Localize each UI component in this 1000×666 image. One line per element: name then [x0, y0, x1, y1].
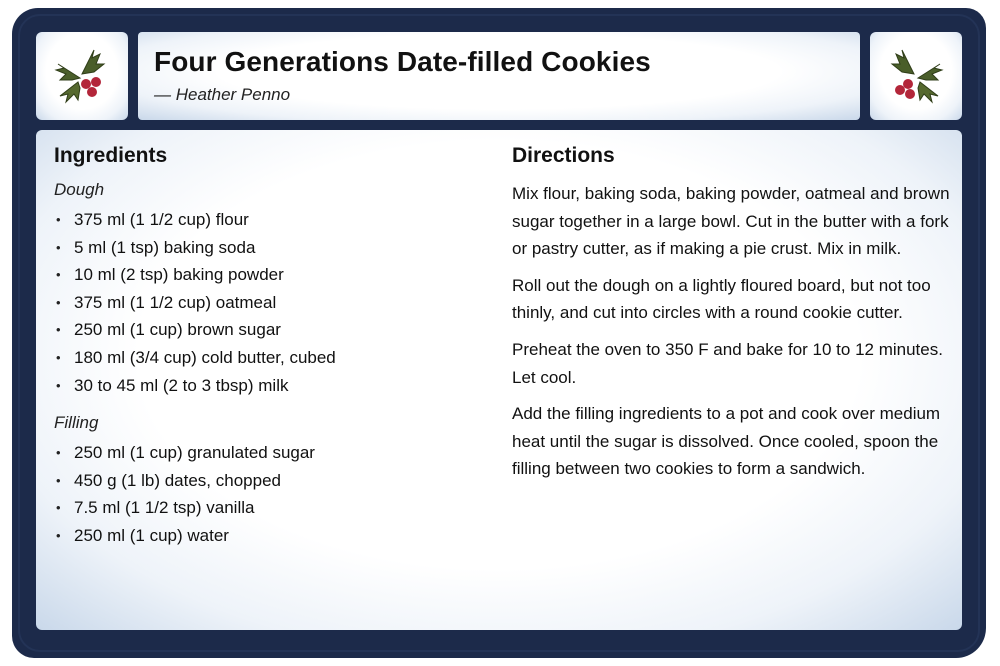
holly-panel-left [36, 32, 128, 120]
holly-icon [884, 44, 948, 108]
list-item: • 7.5 ml (1 1/2 tsp) vanilla [54, 494, 484, 522]
list-item: • 30 to 45 ml (2 to 3 tbsp) milk [54, 372, 484, 400]
recipe-author: — Heather Penno [154, 85, 291, 104]
direction-step: Add the filling ingredients to a pot and cook over medium heat until the sugar is dissolved. Once cooled, spoon the filling between two cookies to form a sandwich. [512, 404, 941, 479]
directions-section [512, 144, 952, 492]
filling-list [54, 439, 484, 549]
ingredients-section [54, 144, 484, 564]
direction-step: Preheat the oven to 350 F and bake for 10 to 12 minutes. Let cool. [512, 339, 943, 387]
direction-step: Mix flour, baking soda, baking powder, oatmeal and brown sugar together in a large bowl. Cut in the butter with a fork or pastry cutter, as if making a pie crust. Mix in milk. [512, 184, 950, 259]
filling-label: Filling [54, 413, 99, 433]
title-panel [138, 32, 860, 120]
holly-panel-right [870, 32, 962, 120]
recipe-title: Four Generations Date-filled Cookies [154, 46, 651, 77]
list-item: • 250 ml (1 cup) water [54, 522, 484, 550]
list-item: • 450 g (1 lb) dates, chopped [54, 467, 484, 495]
list-item: • 250 ml (1 cup) brown sugar [54, 316, 484, 344]
list-item: • 180 ml (3/4 cup) cold butter, cubed [54, 344, 484, 372]
dough-label: Dough [54, 180, 105, 199]
content-panel [36, 130, 962, 630]
dough-list [54, 206, 484, 399]
list-item: • 250 ml (1 cup) granulated sugar [54, 439, 484, 467]
list-item: • 375 ml (1 1/2 cup) oatmeal [54, 289, 484, 317]
recipe-card [12, 8, 986, 658]
list-item: • 10 ml (2 tsp) baking powder [54, 261, 484, 289]
list-item: • 5 ml (1 tsp) baking soda [54, 234, 484, 262]
ingredients-heading: Ingredients [54, 144, 168, 167]
directions-heading: Directions [512, 144, 615, 167]
holly-icon [50, 44, 114, 108]
list-item: • 375 ml (1 1/2 cup) flour [54, 206, 484, 234]
direction-step: Roll out the dough on a lightly floured board, but not too thinly, and cut into circles with a round cookie cutter. [512, 275, 931, 323]
